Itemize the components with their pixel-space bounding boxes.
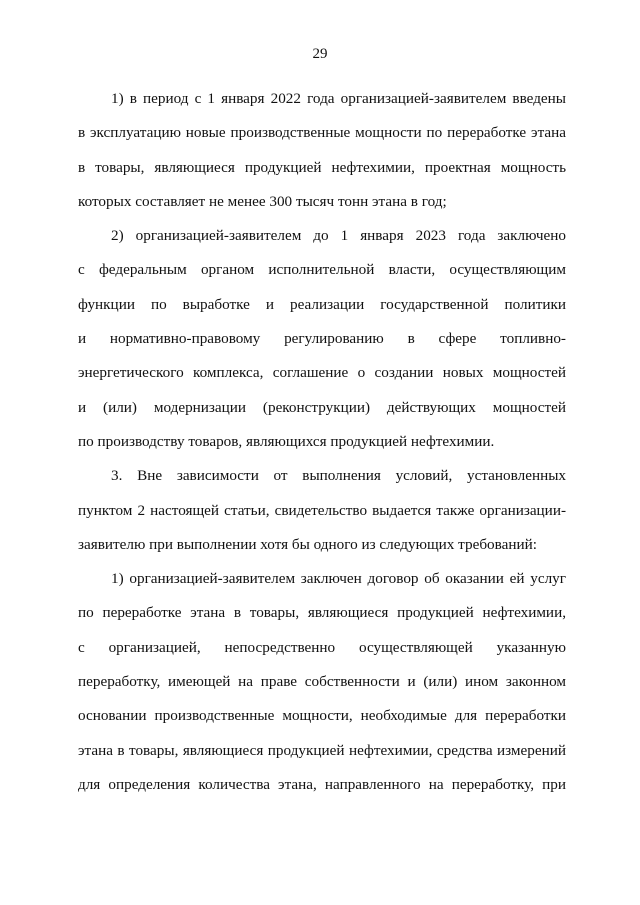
text-line: 3. Вне зависимости от выполнения условий, установленных [111,467,566,485]
text-line: переработку, имеющей на праве собственности и (или) ином законном [78,673,566,691]
text-line: основании производственные мощности, необходимые для переработки [78,707,566,725]
text-line: и (или) модернизации (реконструкции) действующих мощностей [78,398,566,416]
text-line: для определения количества этана, направленного на переработку, при [78,775,566,793]
text-line: по переработке этана в товары, являющиеся продукцией нефтехимии, [78,604,566,622]
text-line: заявителю при выполнении хотя бы одного из следующих требований: [78,535,537,553]
paragraph-3 [78,459,566,562]
text-line: с организацией, непосредственно осуществляющей указанную [78,638,566,656]
text-line: этана в товары, являющиеся продукцией нефтехимии, средства измерений [78,741,566,759]
text-line: функции по выработке и реализации государственной политики [78,295,566,313]
text-line: пунктом 2 настоящей статьи, свидетельство выдается также организации- [78,501,566,519]
paragraph-1 [78,82,566,219]
text-line: 1) в период с 1 января 2022 года организацией-заявителем введены [111,90,566,107]
text-line: энергетического комплекса, соглашение о создании новых мощностей [78,364,566,382]
document-body [78,82,566,802]
text-line: с федеральным органом исполнительной власти, осуществляющим [78,261,566,279]
paragraph-4 [78,562,566,802]
text-line: по производству товаров, являющихся продукцией нефтехимии. [78,432,495,450]
paragraph-2 [78,219,566,459]
text-line: 1) организацией-заявителем заключен договор об оказании ей услуг [111,570,566,588]
text-line: и нормативно-правовому регулированию в сфере топливно- [78,330,566,348]
page-number: 29 [312,46,328,62]
text-line: которых составляет не менее 300 тысяч тонн этана в год; [78,192,447,210]
text-line: в эксплуатацию новые производственные мощности по переработке этана [78,124,566,142]
text-line: в товары, являющиеся продукцией нефтехимии, проектная мощность [78,158,566,176]
text-line: 2) организацией-заявителем до 1 января 2023 года заключено [111,227,566,245]
